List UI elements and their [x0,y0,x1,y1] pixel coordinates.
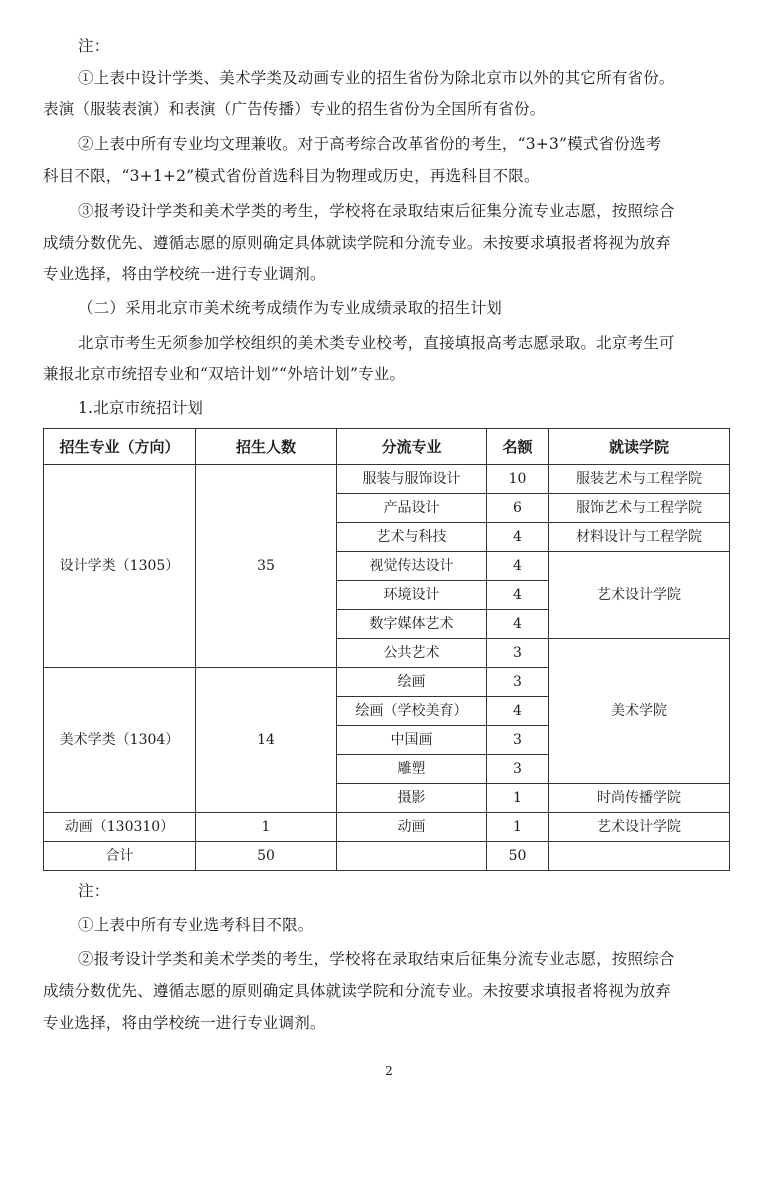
cell-major: 动画（130310） [44,813,196,842]
bottom-notes-label: 注： [78,882,110,900]
cell-stream-major: 服装与服饰设计 [337,465,487,494]
cell-major: 美术学类（1304） [44,668,196,813]
cell-stream-major: 绘画（学校美育） [337,697,487,726]
cell-quota: 4 [487,581,549,610]
table-total-row [44,842,730,871]
bottom-note-2-line-3: 专业选择，将由学校统一进行专业调剂。 [43,1014,326,1032]
bottom-note-2-line-1: ②报考设计学类和美术学类的考生，学校将在录取结束后征集分流专业志愿，按照综合 [78,950,675,968]
cell-stream-major: 艺术与科技 [337,523,487,552]
cell-stream-major: 绘画 [337,668,487,697]
notes-label: 注： [78,37,110,55]
cell-quota: 4 [487,552,549,581]
note-1-line-1: ①上表中设计学类、美术学类及动画专业的招生省份为除北京市以外的其它所有省份。 [78,69,675,87]
note-2-line-2: 科目不限，“3+1+2”模式省份首选科目为物理或历史，再选科目不限。 [43,167,540,185]
cell-total-label: 合计 [44,842,196,871]
enrollment-plan-table [43,428,730,871]
cell-stream-major: 雕塑 [337,755,487,784]
bottom-note-2-line-2: 成绩分数优先、遵循志愿的原则确定具体就读学院和分流专业。未按要求填报者将视为放弃 [43,982,672,1000]
bottom-note-1: ①上表中所有专业选考科目不限。 [78,916,314,934]
cell-enrollment: 35 [196,465,337,668]
note-3-line-1: ③报考设计学类和美术学类的考生，学校将在录取结束后征集分流专业志愿，按照综合 [78,202,675,220]
cell-enrollment: 14 [196,668,337,813]
note-1-line-2: 表演（服装表演）和表演（广告传播）专业的招生省份为全国所有省份。 [43,100,546,118]
cell-college: 服饰艺术与工程学院 [549,494,730,523]
cell-quota: 1 [487,784,549,813]
cell-college: 艺术设计学院 [549,552,730,639]
cell-quota: 3 [487,726,549,755]
cell-college: 材料设计与工程学院 [549,523,730,552]
cell-college: 美术学院 [549,639,730,784]
section-intro-line-2: 兼报北京市统招专业和“双培计划”“外培计划”专业。 [43,365,406,383]
cell-quota: 4 [487,697,549,726]
cell-quota: 4 [487,523,549,552]
cell-stream-major: 动画 [337,813,487,842]
header-quota: 名额 [487,429,549,465]
cell-quota: 1 [487,813,549,842]
cell-college [549,842,730,871]
cell-stream-major: 数字媒体艺术 [337,610,487,639]
cell-college: 时尚传播学院 [549,784,730,813]
note-3-line-3: 专业选择，将由学校统一进行专业调剂。 [43,265,326,283]
cell-stream-major: 摄影 [337,784,487,813]
cell-quota: 3 [487,639,549,668]
header-enrollment: 招生人数 [196,429,337,465]
cell-total-enrollment: 50 [196,842,337,871]
cell-stream-major [337,842,487,871]
header-stream-major: 分流专业 [337,429,487,465]
cell-stream-major: 中国画 [337,726,487,755]
cell-quota: 3 [487,755,549,784]
section-intro-line-1: 北京市考生无须参加学校组织的美术类专业校考，直接填报高考志愿录取。北京考生可 [78,334,675,352]
section-subheading: 1.北京市统招计划 [78,399,204,417]
cell-quota: 4 [487,610,549,639]
note-2-line-1: ②上表中所有专业均文理兼收。对于高考综合改革省份的考生，“3+3”模式省份选考 [78,135,662,153]
cell-major: 设计学类（1305） [44,465,196,668]
table-row [44,465,730,494]
header-major: 招生专业（方向） [44,429,196,465]
cell-college: 服装艺术与工程学院 [549,465,730,494]
table-header-row [44,429,730,465]
cell-stream-major: 视觉传达设计 [337,552,487,581]
header-college: 就读学院 [549,429,730,465]
cell-stream-major: 产品设计 [337,494,487,523]
cell-enrollment: 1 [196,813,337,842]
table-row [44,813,730,842]
cell-total-quota: 50 [487,842,549,871]
cell-stream-major: 公共艺术 [337,639,487,668]
cell-quota: 3 [487,668,549,697]
cell-stream-major: 环境设计 [337,581,487,610]
cell-quota: 6 [487,494,549,523]
note-3-line-2: 成绩分数优先、遵循志愿的原则确定具体就读学院和分流专业。未按要求填报者将视为放弃 [43,234,672,252]
section-heading: （二）采用北京市美术统考成绩作为专业成绩录取的招生计划 [78,299,502,317]
cell-quota: 10 [487,465,549,494]
cell-college: 艺术设计学院 [549,813,730,842]
page-number: 2 [385,1064,393,1078]
